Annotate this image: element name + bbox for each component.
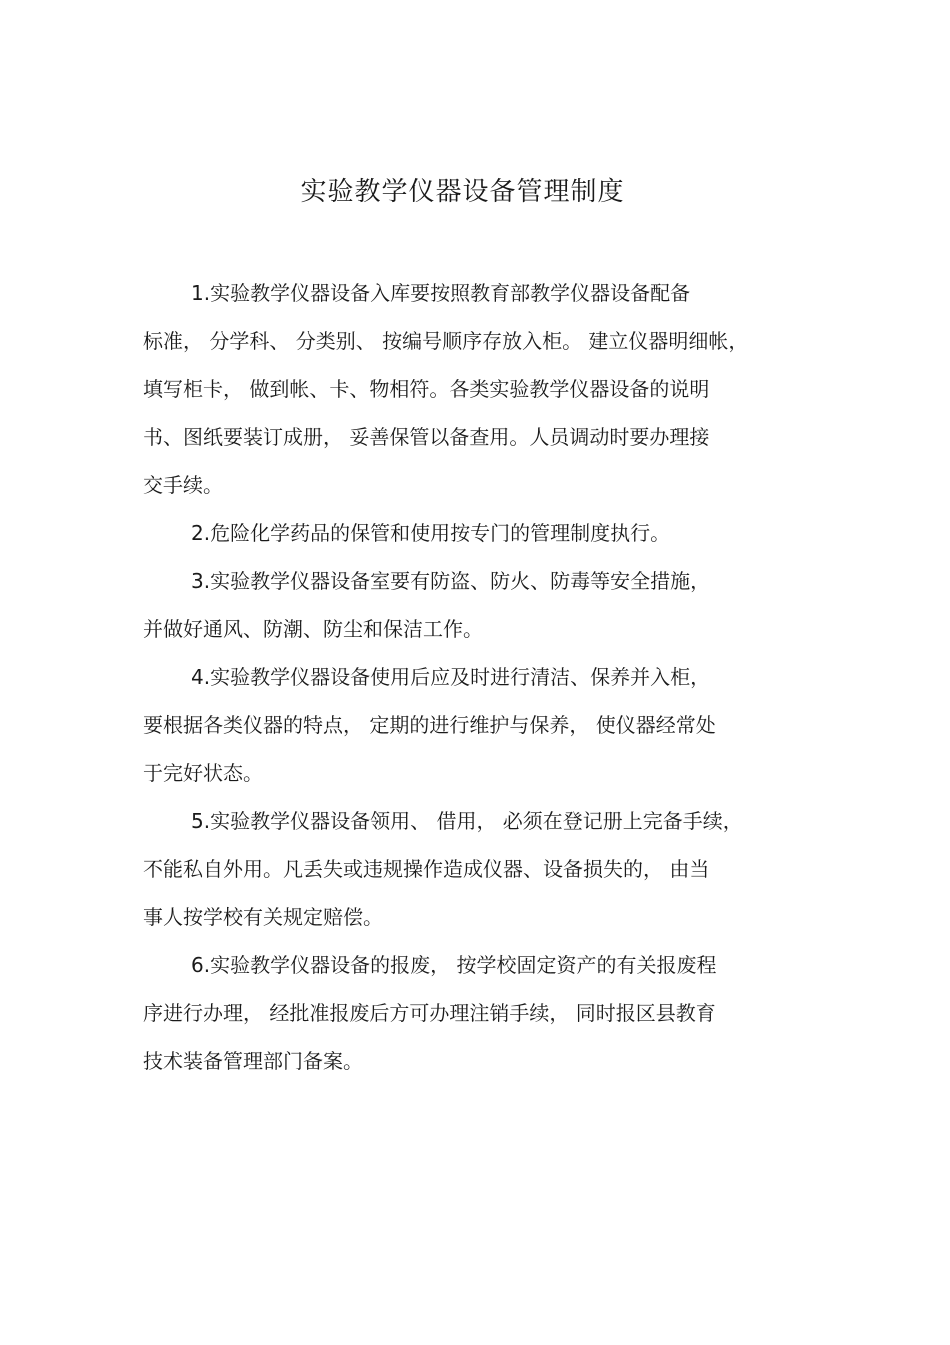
paragraph-6-line-3: 技术装备管理部门备案。 (143, 1049, 363, 1073)
paragraph-1-line-1: 1.实验教学仪器设备入库要按照教育部教学仪器设备配备 (191, 281, 691, 305)
paragraph-2-line-1: 2.危险化学药品的保管和使用按专门的管理制度执行。 (191, 521, 671, 545)
paragraph-3-line-1: 3.实验教学仪器设备室要有防盗、防火、防毒等安全措施， (191, 569, 711, 593)
paragraph-5-line-3: 事人按学校有关规定赔偿。 (143, 905, 383, 929)
paragraph-1-line-4: 书、图纸要装订成册， 妥善保管以备查用。人员调动时要办理接 (143, 425, 710, 449)
paragraph-1-line-3: 填写柜卡， 做到帐、卡、物相符。各类实验教学仪器设备的说明 (143, 377, 710, 401)
paragraph-4-line-2: 要根据各类仪器的特点， 定期的进行维护与保养， 使仪器经常处 (143, 713, 716, 737)
paragraph-4-line-1: 4.实验教学仪器设备使用后应及时进行清洁、保养并入柜， (191, 665, 711, 689)
paragraph-5-line-1: 5.实验教学仪器设备领用、 借用， 必须在登记册上完备手续， (191, 809, 743, 833)
paragraph-6-line-2: 序进行办理， 经批准报废后方可办理注销手续， 同时报区县教育 (143, 1001, 716, 1025)
paragraph-6-line-1: 6.实验教学仪器设备的报废， 按学校固定资产的有关报废程 (191, 953, 717, 977)
paragraph-1-line-2: 标准， 分学科、 分类别、 按编号顺序存放入柜。 建立仪器明细帐， (143, 329, 749, 353)
paragraph-3-line-2: 并做好通风、防潮、防尘和保洁工作。 (143, 617, 483, 641)
paragraph-5-line-2: 不能私自外用。凡丢失或违规操作造成仪器、设备损失的， 由当 (143, 857, 710, 881)
document-title: 实验教学仪器设备管理制度 (300, 177, 625, 207)
paragraph-1-line-5: 交手续。 (143, 473, 223, 497)
paragraph-4-line-3: 于完好状态。 (143, 761, 263, 785)
